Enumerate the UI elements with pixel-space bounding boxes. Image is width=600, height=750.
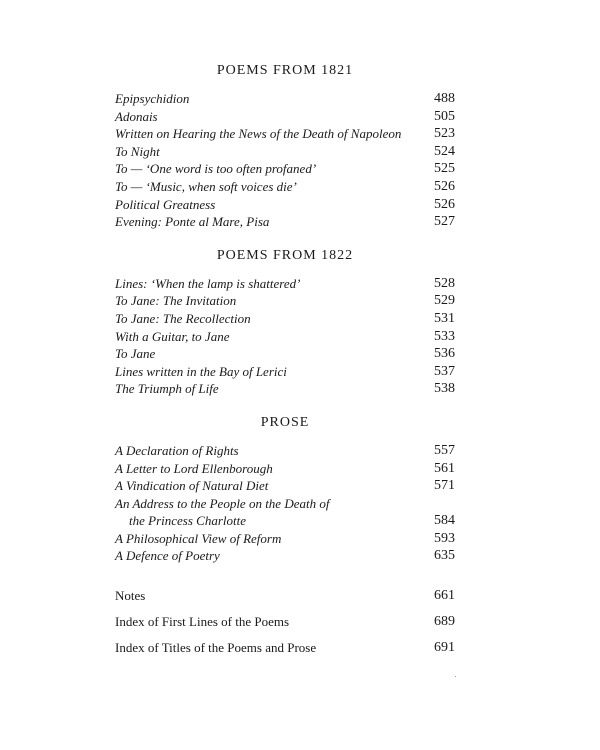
toc-entry[interactable] — [115, 178, 455, 196]
entry-page: 526 — [434, 178, 455, 194]
entry-page: 523 — [434, 126, 455, 142]
entry-title: Political Greatness — [115, 196, 216, 212]
entry-title: With a Guitar, to Jane — [115, 328, 230, 344]
entry-page: 561 — [434, 460, 455, 476]
section-poems-1821 — [115, 62, 455, 231]
toc-entry[interactable] — [115, 108, 455, 126]
section-prose — [115, 414, 455, 565]
section-heading: POEMS FROM 1822 — [216, 247, 354, 263]
entry-title: Epipsychidion — [115, 91, 190, 106]
toc-entry[interactable] — [115, 310, 455, 328]
entry-title: Evening: Ponte al Mare, Pisa — [115, 214, 270, 230]
entry-page: 557 — [434, 442, 455, 458]
toc-entry[interactable] — [115, 530, 455, 548]
toc-entry[interactable] — [115, 345, 455, 363]
toc-entry[interactable] — [115, 363, 455, 381]
section-poems-1822 — [115, 247, 455, 398]
entry-page: 689 — [434, 614, 455, 630]
toc-entry-index-titles[interactable] — [115, 639, 455, 656]
entry-title: Written on Hearing the News of the Death of Napoleon — [115, 126, 402, 142]
entry-page: 571 — [434, 478, 455, 494]
toc-entry[interactable] — [115, 196, 455, 214]
entry-title: To Jane — [115, 346, 156, 362]
entry-page: 531 — [434, 310, 455, 326]
entry-title-continuation: the Princess Charlotte — [129, 513, 246, 529]
toc-entry-index-first-lines[interactable] — [115, 613, 455, 630]
entry-title: A Declaration of Rights — [115, 442, 239, 458]
entry-page: 533 — [434, 328, 455, 344]
entry-page: 593 — [434, 530, 455, 546]
back-matter — [115, 587, 455, 656]
entry-page: 525 — [434, 161, 455, 177]
entry-title: To Night — [115, 143, 160, 159]
entry-page: 537 — [434, 363, 455, 379]
entry-page: 505 — [434, 108, 455, 124]
entry-title: Index of Titles of the Poems and Prose — [115, 640, 317, 656]
entry-page: 528 — [434, 275, 455, 291]
entry-title: Notes — [115, 588, 146, 604]
entry-title: To — ‘Music, when soft voices die’ — [115, 178, 297, 194]
toc-entry[interactable] — [115, 90, 455, 108]
entry-title: To Jane: The Invitation — [115, 293, 237, 309]
entry-page: 584 — [434, 513, 455, 529]
section-heading: POEMS FROM 1821 — [216, 63, 354, 78]
entry-page: 635 — [434, 548, 455, 564]
toc-entry[interactable] — [115, 143, 455, 161]
toc-entry[interactable] — [115, 477, 455, 495]
entry-page: 691 — [434, 640, 455, 656]
entry-title: A Letter to Lord Ellenborough — [115, 460, 273, 476]
entry-title: Lines: ‘When the lamp is shattered’ — [115, 275, 301, 291]
entry-page: 538 — [434, 381, 455, 397]
entry-title: Index of First Lines of the Poems — [115, 614, 290, 630]
toc-entry[interactable] — [115, 275, 455, 293]
toc-entry[interactable] — [115, 328, 455, 346]
entry-page: 488 — [434, 91, 455, 106]
toc-entry-notes[interactable] — [115, 587, 455, 604]
table-of-contents — [115, 62, 455, 665]
toc-entry[interactable] — [115, 160, 455, 178]
section-heading: PROSE — [260, 414, 310, 430]
entry-page: 661 — [434, 588, 455, 604]
entry-title: A Defence of Poetry — [115, 548, 220, 564]
toc-entry[interactable] — [115, 495, 455, 530]
entry-page: 524 — [434, 143, 455, 159]
page-speck — [455, 676, 456, 677]
entry-title: Adonais — [115, 108, 158, 124]
toc-entry[interactable] — [115, 460, 455, 478]
entry-title: To — ‘One word is too often profaned’ — [115, 161, 317, 177]
entry-page: 526 — [434, 196, 455, 212]
toc-entry[interactable] — [115, 380, 455, 398]
toc-entry[interactable] — [115, 125, 455, 143]
toc-entry[interactable] — [115, 213, 455, 231]
entry-title: The Triumph of Life — [115, 381, 219, 397]
entry-title: A Vindication of Natural Diet — [115, 478, 269, 494]
entry-title: A Philosophical View of Reform — [115, 530, 282, 546]
entry-title: Lines written in the Bay of Lerici — [115, 363, 287, 379]
toc-entry[interactable] — [115, 547, 455, 565]
entry-title: An Address to the People on the Death of — [115, 495, 330, 511]
entry-title: To Jane: The Recollection — [115, 310, 251, 326]
entry-page: 536 — [434, 346, 455, 362]
entry-page: 529 — [434, 293, 455, 309]
toc-entry[interactable] — [115, 292, 455, 310]
toc-entry[interactable] — [115, 442, 455, 460]
entry-page: 527 — [434, 214, 455, 230]
